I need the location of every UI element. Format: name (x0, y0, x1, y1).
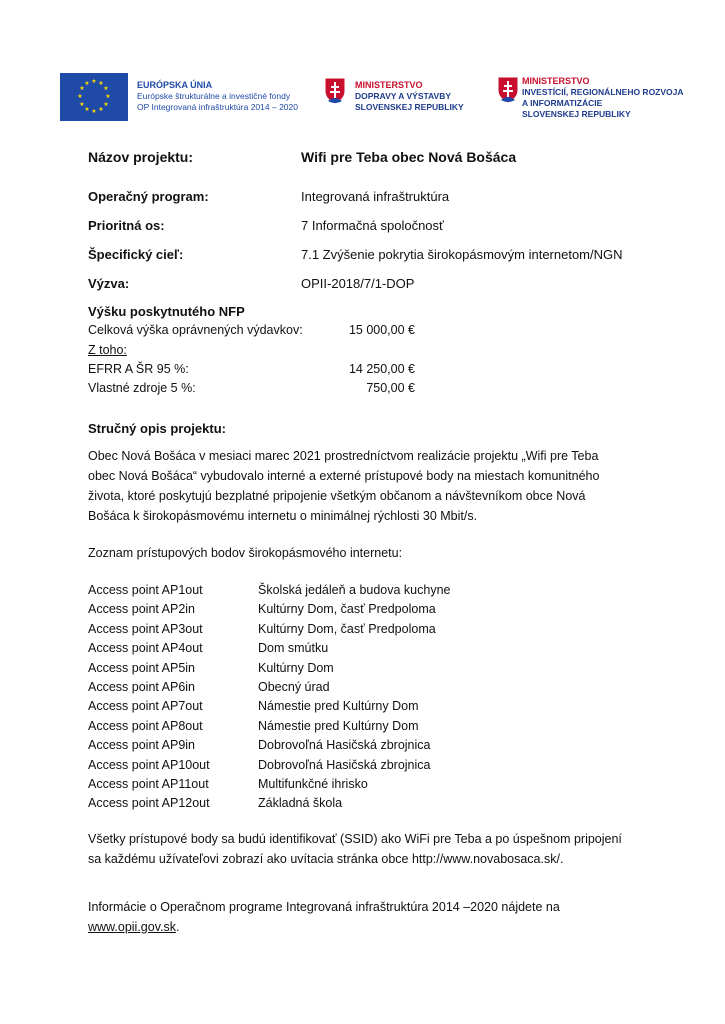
list-item (88, 717, 588, 736)
access-point-place: Námestie pred Kultúrny Dom (258, 718, 419, 733)
eu-program: OP Integrovaná infraštruktúra 2014 – 2020 (137, 102, 298, 112)
svg-text:★: ★ (84, 106, 90, 113)
list-item (88, 581, 588, 600)
axis-label: Prioritná os: (88, 218, 165, 233)
access-point-place: Školská jedáleň a budova kuchyne (258, 583, 451, 597)
eu-subtitle: Európske štrukturálne a investičné fondy (137, 91, 291, 101)
ministry2-line2: INVESTÍCIÍ, REGIONÁLNEHO ROZVOJA (522, 87, 684, 97)
access-point-name: Access point AP11out (88, 776, 209, 791)
access-point-place: Multifunkčné ihrisko (258, 776, 368, 791)
efrr-value: 14 250,00 € (348, 362, 415, 376)
description-paragraph (88, 446, 658, 526)
eu-logo-text (137, 80, 337, 113)
ministry-investment-text (522, 76, 697, 120)
ministry2-title: MINISTERSTVO (522, 76, 590, 86)
ministry2-line4: SLOVENSKEJ REPUBLIKY (522, 109, 631, 119)
svg-text:★: ★ (91, 108, 97, 115)
access-point-name: Access point AP12out (88, 796, 210, 811)
project-name-value: Wifi pre Teba obec Nová Bošáca (301, 149, 517, 165)
svg-text:★: ★ (79, 85, 85, 92)
slovak-crest-icon (324, 77, 346, 105)
info-line: Informácie o Operačnom programe Integrovaná infraštruktúra 2014 –2020 nájdete na (88, 900, 560, 914)
description-line: obec Nová Bošáca“ vybudovalo interné a externé prístupové body na miestach komunitného (88, 469, 600, 483)
access-point-list (88, 581, 588, 814)
access-point-name: Access point AP8out (88, 718, 203, 733)
access-point-place: Dobrovoľná Hasičská zbrojnica (258, 757, 431, 772)
list-item (88, 756, 588, 775)
ministry1-line3: SLOVENSKEJ REPUBLIKY (355, 102, 464, 112)
access-point-place: Námestie pred Kultúrny Dom (258, 699, 419, 714)
svg-text:★: ★ (103, 85, 109, 92)
total-value: 15 000,00 € (348, 323, 415, 337)
axis-value: 7 Informačná spoločnosť (301, 218, 444, 233)
list-item (88, 775, 588, 794)
list-item (88, 600, 588, 619)
access-point-name: Access point AP10out (88, 757, 210, 772)
list-item (88, 736, 588, 755)
svg-text:★: ★ (103, 101, 109, 108)
eu-flag-logo (60, 73, 128, 121)
list-intro: Zoznam prístupových bodov širokopásmového internetu: (88, 546, 403, 560)
description-line: Bošáca k širokopásmovému internetu o minimálnej rýchlosti 30 Mbit/s. (88, 509, 478, 523)
info-line-2 (88, 917, 658, 937)
list-item (88, 639, 588, 658)
svg-text:★: ★ (91, 78, 97, 85)
goal-label: Špecifický cieľ: (88, 247, 184, 262)
info-end: . (176, 920, 180, 934)
description-line: života, ktoré poskytujú bezplatné pripojenie všetkým občanom a návštevníkom obce Nová (88, 489, 586, 503)
description-heading: Stručný opis projektu: (88, 421, 226, 436)
own-label: Vlastné zdroje 5 %: (88, 381, 196, 395)
svg-text:★: ★ (84, 80, 90, 87)
access-point-name: Access point AP1out (88, 583, 203, 597)
call-label: Výzva: (88, 276, 130, 291)
of-which-label: Z toho: (88, 343, 127, 357)
list-item (88, 794, 588, 813)
total-label: Celková výška oprávnených výdavkov: (88, 323, 303, 337)
opii-link[interactable]: www.opii.gov.sk (88, 920, 176, 934)
svg-text:★: ★ (77, 93, 83, 100)
eu-title: EURÓPSKA ÚNIA (137, 80, 213, 90)
description-line: Obec Nová Bošáca v mesiaci marec 2021 prostredníctvom realizácie projektu „Wifi pre Teba (88, 449, 599, 463)
eu-stars-icon (60, 73, 128, 121)
program-value: Integrovaná infraštruktúra (301, 189, 450, 204)
access-point-place: Kultúrny Dom (258, 660, 334, 675)
own-value: 750,00 € (366, 381, 415, 395)
ministry1-line2: DOPRAVY A VÝSTAVBY (355, 91, 452, 101)
ministry2-line3: A INFORMATIZÁCIE (522, 98, 603, 108)
access-point-name: Access point AP2in (88, 602, 196, 617)
list-item (88, 678, 588, 697)
access-point-place: Dobrovoľná Hasičská zbrojnica (258, 738, 431, 753)
access-point-name: Access point AP3out (88, 621, 203, 636)
svg-text:★: ★ (105, 93, 111, 100)
access-point-place: Kultúrny Dom, časť Predpoloma (258, 621, 436, 636)
access-point-place: Obecný úrad (258, 679, 330, 694)
svg-text:★: ★ (79, 101, 85, 108)
access-point-name: Access point AP9in (88, 738, 196, 753)
list-item (88, 620, 588, 639)
access-point-name: Access point AP6in (88, 679, 196, 694)
ssid-line: sa každému užívateľovi zobrazí ako uvítacia stránka obce http://www.novabosaca.sk/. (88, 852, 564, 866)
info-paragraph (88, 897, 658, 937)
access-point-place: Dom smútku (258, 641, 329, 656)
list-item (88, 697, 588, 716)
ministry-transport-text (355, 80, 485, 113)
svg-text:★: ★ (98, 106, 104, 113)
call-value: OPII-2018/7/1-DOP (301, 276, 415, 291)
access-point-place: Kultúrny Dom, časť Predpoloma (258, 602, 436, 617)
project-name-label: Názov projektu: (88, 149, 194, 165)
access-point-name: Access point AP5in (88, 660, 196, 675)
access-point-name: Access point AP7out (88, 699, 203, 714)
efrr-label: EFRR A ŠR 95 %: (88, 362, 189, 376)
access-point-name: Access point AP4out (88, 641, 203, 656)
access-point-place: Základná škola (258, 796, 343, 811)
goal-value: 7.1 Zvýšenie pokrytia širokopásmovým internetom/NGN (301, 247, 623, 262)
svg-text:★: ★ (98, 80, 104, 87)
ssid-line: Všetky prístupové body sa budú identifikovať (SSID) ako WiFi pre Teba a po úspešnom pripojení (88, 832, 622, 846)
ssid-paragraph (88, 829, 658, 869)
program-label: Operačný program: (88, 189, 209, 204)
ministry1-title: MINISTERSTVO (355, 80, 423, 90)
list-item (88, 659, 588, 678)
slovak-crest-icon (497, 76, 519, 104)
funding-heading: Výšku poskytnutého NFP (88, 304, 245, 319)
